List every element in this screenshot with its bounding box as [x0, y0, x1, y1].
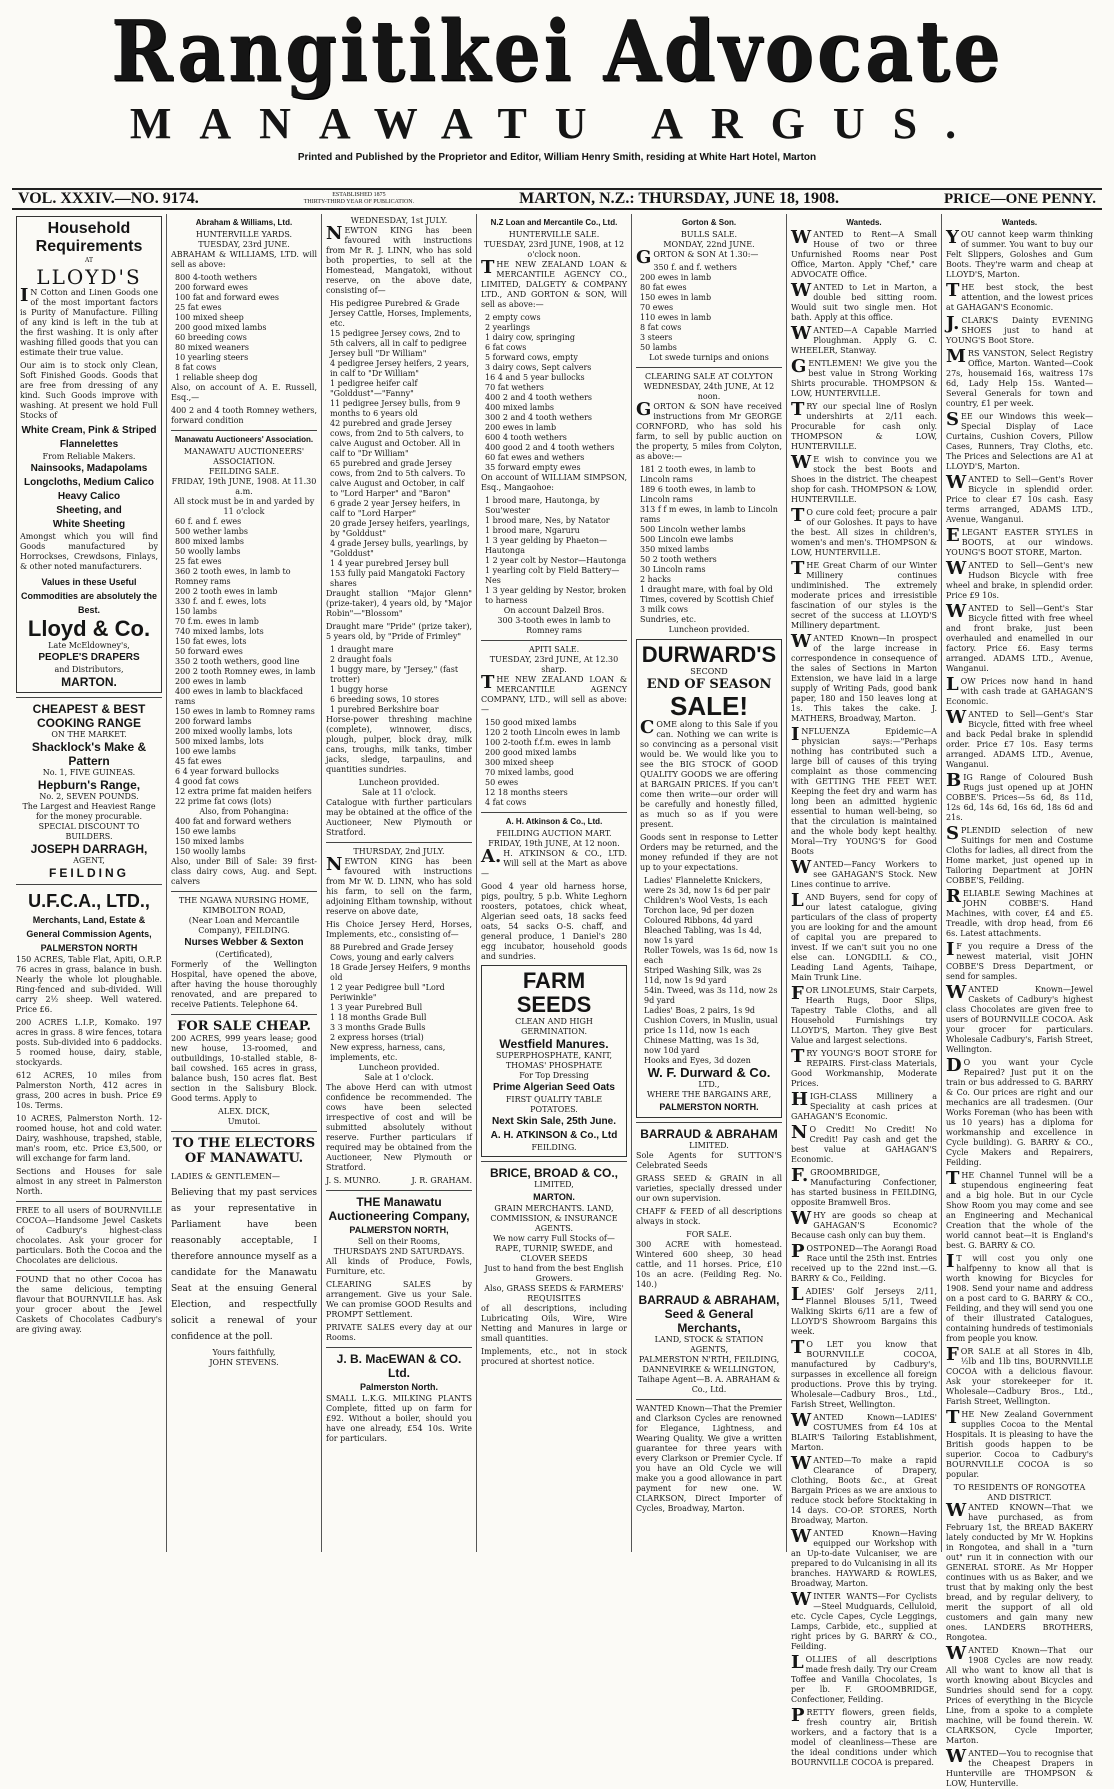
classified-ad: ELEGANT EASTER STYLES in BOOTS, at our windows. YOUNG'S BOOT STORE, Marton.: [946, 525, 1093, 557]
advert-text: COME along to this Sale if you can. Nothing we can write is so convincing as a personal visit would be. We would like you to see the BIG STOCK of GOOD QUALITY GOODS we are offering at BARGAIN PRICES. If you can't come then write—our order will be carefully and honestly filled, as much so as if you were present.: [640, 717, 778, 829]
advert-line: Taihape Agent—B. A. ABRAHAM & Co., Ltd.: [637, 1375, 781, 1394]
sale-text: On account of WILLIAM SIMPSON, Esq., Mangaohoe:: [481, 473, 627, 492]
advert-line: A. H. ATKINSON & Co., Ltd: [490, 1130, 618, 1141]
masthead: [12, 4, 1102, 163]
classified-ad: POSTPONED—The Aorangi Road Race until the 25th inst. Entries received up to the 22nd inst.—G. BARRY & Co., Feilding.: [791, 1241, 937, 1283]
classified-ad: LOLLIES of all descriptions made fresh daily. Try our Cream Toffee and Vanilla Chocolates, 1s per lb. F. GROOMBRIDGE, Confectioner, Feilding.: [791, 1652, 937, 1704]
sale-text: Good 4 year old harness horse, pigs, poultry, 5 p.b. White Leghorn roosters, potatoes, chick wheat, Algerian seed oats, 18 sacks feed oats, 54 sacks O-S. chaff, and general produce, 1 Daniel's 280 egg incubator, household goods and sundries.: [481, 882, 627, 961]
advert-line: Also, GRASS SEEDS & FARMERS' REQUISITES: [484, 1284, 624, 1303]
classified-ad: NO Credit! No Credit! No Credit! Pay cash and get the best value at GAHAGAN'S Economic.: [791, 1122, 937, 1164]
advert-line: GRAIN MERCHANTS. LAND, COMMISSION, & INSURANCE AGENTS.: [490, 1204, 618, 1233]
classified-ad: THE Great Charm of our Winter Millinery continues undiminished. The extremely moderate prices and irresistible fascination of our styles is the secret of the success at LLOYD'S Millinery department.: [791, 558, 937, 630]
sale-intro: THE NEW ZEALAND LOAN & MERCANTILE AGENCY COMPANY, LTD., will sell as above:—: [481, 672, 627, 714]
advert-paragraph: Our aim is to stock only Clean, Soft Finished Goods. Goods that are free from dressing of any kind. Such Goods improve with washing. At present we hold Full Stocks of: [20, 361, 158, 420]
durward-advert: [636, 639, 782, 1118]
sale-date: FRIDAY, 19th JUNE, At 12 noon.: [488, 839, 620, 848]
electors-letter: Believing that my past services as your representative in Parliament have been reasonably acceptable, I therefore announce myself as a candidate for the Manawatu Seat at the ensuing General Election, and respectfully solicit a renewal of your confidence at the poll.: [171, 1188, 317, 1342]
classified-ad: WANTED—Fancy Workers to see GAHAGAN'S Stock. New Lines continue to arrive.: [791, 857, 937, 889]
classified-ad: WE wish to convince you we stock the best Boots and Shoes in the district. The cheapest shop for cash. THOMPSON & LOW, HUNTERVILLE.: [791, 452, 937, 504]
section-heading: Manawatu Auctioneers' Association.: [174, 435, 314, 444]
established-note: ESTABLISHED 1875 THIRTY-THIRD YEAR OF PUBLICATION.: [303, 192, 415, 205]
classified-ad: WANTED to Sell—Gent's Star Bicycle, fitted with free wheel and back Pedal brake in splendid order. Price £7 10s. Easy terms arranged. ADAMS LTD., Avenue, Wanganui.: [946, 707, 1093, 769]
range-line: No. 1, FIVE GUINEAS.: [42, 768, 136, 777]
classified-ad: BIG Range of Coloured Bush Rugs just opened up at JOHN COBBE'S. Prices—5s 6d, 8s 11d, 12s 6d, 14s 6d, 16s 6d, 18s 6d and 21s.: [946, 770, 1093, 822]
advert-line: CLEAN AND HIGH GERMINATION.: [515, 1017, 593, 1036]
stock-list: 60 f. and f. ewes 500 wether lambs 800 mixed lambs 50 woolly lambs 25 fat ewes 360 2 tooth ewes, in lamb to Romney rams 200 2 tooth ewes in lamb 330 f. and f. ewes, lots 150 lambs 70 f.m. ewes in lamb 740 mixed lambs, lots 150 fat ewes, lots 50 forward ewes 350 2 tooth wethers, good line 200 2 tooth Romney ewes, in lamb 200 ewes in lamb 400 ewes in lamb to blackfaced rams 150 ewes in lamb to Romney rams 200 forward lambs 200 mixed woolly lambs, lots 500 mixed lambs, lots 100 ewe lambs 45 fat ewes 6 4 year forward bullocks 4 good fat cows 12 extra prime fat maiden heifers 22 prime fat cows (lots): [175, 517, 316, 806]
product-line: White Cream, Pink & Striped Flannelettes: [21, 425, 157, 450]
sale-text: On account Dalzeil Bros.: [503, 606, 605, 615]
advert-line: LTD.,: [698, 1080, 720, 1089]
electors-signature: JOHN STEVENS.: [209, 1358, 279, 1367]
horse-list: 1 draught mare 2 draught foals 1 buggy mare, by "Jersey," (fast trotter) 1 buggy horse 6 breeding sows, 10 stores 1 purebred Berkshire boar: [330, 645, 459, 714]
section-heading: Wanteds.: [846, 218, 882, 227]
section-heading: A. H. Atkinson & Co., Ltd.: [505, 817, 603, 826]
stock-list: 350 f. and f. wethers 200 ewes in lamb 80 fat ewes 150 ewes in lamb 70 ewes 110 ewes in lamb 8 fat cows 3 steers 50 lambs: [640, 263, 737, 352]
price: PRICE—ONE PENNY.: [944, 190, 1096, 207]
sale-text: Luncheon provided.: [358, 1063, 440, 1072]
advert-line: W. F. Durward & Co.: [647, 1065, 771, 1080]
advert-at: AT: [84, 257, 93, 264]
classified-ad: WHY are goods so cheap at GAHAGAN'S Economic? Because cash only can buy them.: [791, 1208, 937, 1240]
advert-line: SUPERPHOSPHATE, KANIT, THOMAS' PHOSPHATE: [495, 1051, 613, 1070]
stock-list: 2 empty cows 2 yearlings 1 dairy cow, springing 6 fat cows 5 forward cows, empty 3 dairy cows, Sept calvers 16 4 and 5 year bullocks 70 fat wethers 400 2 and 4 tooth wethers 400 mixed lambs 300 2 and 4 tooth wethers 200 ewes in lamb 600 4 tooth wethers 400 good 2 and 4 tooth wethers 60 fat ewes and wethers 35 forward empty ewes: [485, 313, 615, 472]
classified-ad: WANTED to Rent—A Small House of two or three Unfurnished Rooms near Post Office, Marton. Apply "Chef," care ADVOCATE Office.: [791, 227, 937, 279]
electors-heading: TO THE ELECTORS OF MANAWATU.: [172, 1136, 316, 1166]
firm-line: and Distributors,: [54, 665, 124, 674]
nursing-line: Nurses Webber & Sexton: [184, 937, 304, 948]
classified-ad: LOW Prices now hand in hand with cash trade at GAHAGAN'S Economic.: [946, 674, 1093, 706]
advert-line: PALMERSTON N'RTH, FEILDING, DANNEVIRKE & WELLINGTON,: [638, 1355, 780, 1374]
classified-ad: THE New Zealand Government supplies Cocoa to the Mental Hospitals. It is pleasing to have the British goods happen to be superior. Cocoa to Cadbury's BOURNVILLE COCOA is so popular.: [946, 1407, 1093, 1479]
classified-ad: LAND Buyers, send for copy of our latest catalogue, giving particulars of the class of property you are looking for and the amount of capital you are prepared to invest. If we can't suit you no one else can. LONGDILL & CO., Leading Land Agents, Taihape, Main Trunk Line.: [791, 890, 937, 982]
advert-line: FEILDING.: [531, 1143, 577, 1152]
advert-heading: THE Manawatu Auctioneering Company,: [328, 1195, 470, 1223]
classified-ad: WANTED Known—That our 1908 Cycles are now ready. All who want to know all that is worth knowing about Bicycles and Sundries should send for a copy. Prices of everything in the Bicycle Line, from a spoke to a complete machine, will be found therein. W. CLARKSON, Cycle Importer, Marton.: [946, 1643, 1093, 1745]
bargain-list: Ladies' Flannelette Knickers, were 2s 3d, now 1s 6d per pair Children's Wool Vests, 1s each Torchon lace, 9d per dozen Coloured Ribbons, 4d yard Bleached Tabling, was 1s 4d, now 1s yard Roller Towels, was 1s 6d, now 1s each Striped Washing Silk, was 2s 11d, now 1s 9d yard 54in. Tweed, was 3s 11d, now 2s 9d yard Ladies' Boas, 2 pairs, 1s 9d Cushion Covers, in Muslin, usual price 1s 11d, now 1s each Chinese Matting, was 1s 3d, now 10d yard Hooks and Eyes, 3d dozen: [644, 876, 778, 1065]
classified-ad: J.CLARK'S Dainty EVENING SHOES just to hand at YOUNG'S Boot Store.: [946, 313, 1093, 345]
advert-line: We now carry Full Stocks of—: [493, 1234, 615, 1243]
firm-line: PEOPLE'S DRAPERS: [38, 652, 140, 663]
classified-ad: WANTED Known—LADIES' COSTUMES from £4 10s at BLAIR'S Tailoring Establishment, Marton.: [791, 1410, 937, 1452]
section-heading: Wanteds.: [1001, 218, 1038, 227]
sale-text: Draught mare "Pride" (prize taker), 5 years old, by "Pride of Frimley": [326, 622, 472, 641]
for-sale-text: 200 ACRES, 999 years lease; good new house, 13-roomed, and outbuildings, 10-stalled stable, 8-bail cowshed. 165 acres in grass, balance bush, 150 acres flat. Best section in the Salisbury Block. Good terms. Apply to: [171, 1034, 317, 1103]
classified-ad: SPLENDID selection of new Suitings for men and Costume Cloths for ladies, all direct from the Home market, just opened up in Tailoring Department at JOHN COBBE'S, Feilding.: [946, 823, 1093, 885]
sale-text: Sale at 1 o'clock.: [364, 1073, 434, 1082]
advert-heading: DURWARD'S: [641, 642, 777, 667]
sale-text: Lot swede turnips and onions: [649, 353, 769, 362]
advert-paragraph: IN Cotton and Linen Goods one of the most important factors is Purity of Manufacture. Filling of any kind is left in the tub at the first washing. It is only after washing filled goods that you can estimate their true value.: [20, 285, 158, 357]
classified-ad: IT will cost you only one halfpenny to know all that is worth knowing for Bicycles for 1908. Send your name and address on a post card to G. BARRY & CO., Feilding, and they will send you one of their illustrated Catalogues, containing hundreds of testimonials from people you know.: [946, 1251, 1093, 1343]
advert-text: CLEARING SALES by arrangement. Give us your Sale. We can promise GOOD Results and PROMPT Settlement.: [326, 1280, 472, 1319]
stock-list: 181 2 tooth ewes, in lamb to Lincoln rams 189 6 tooth ewes, in lamb to Lincoln rams 313 f f m ewes, in lamb to Lincoln rams 500 Lincoln wether lambs 500 Lincoln ewe lambs 350 mixed lambs 50 2 tooth wethers 30 Lincoln rams 2 hacks 1 draught mare, with foal by Old Times, covered by Scottish Chief 3 milk cows Sundries, etc.: [640, 465, 778, 624]
advert-line: Prime Algerian Seed Oats: [493, 1082, 615, 1093]
sale-intro: NEWTON KING has been favoured with instructions from Mr W. D. LINN, who has sold his farm, to sell on the farm, adjoining Eltham township, without reserve on above date,: [326, 854, 472, 916]
advert-line: SECOND: [690, 667, 728, 676]
classified-ad: LADIES' Golf Jerseys 2/11, Flannel Blouses 5/11, Tweed Walking Skirts 6/11 are a few of LLOYD'S Showroom Bargains this week.: [791, 1284, 937, 1336]
classified-ad: WANTED Known—Jewel Caskets of Cadbury's highest class Chocolates are given free to users of BOURNVILLE COCOA. Ask your grocer for particulars. Wholesale Cadbury's, Farish Street, Wellington.: [946, 982, 1093, 1054]
herd-list: His pedigree Purebred & Grade Jersey Cattle, Horses, Implements, etc. 15 pedigree Jersey cows, 2nd to 5th calvers, all in calf to pedigree Jersey bull "Dr William" 4 pedigree Jersey heifers, 2 years, in calf to "Dr William" 1 pedigree heifer calf "Golddust"—"Fanny" 11 pedigree Jersey bulls, from 9 months to 6 years old 42 purebred and grade Jersey cows, from 2nd to 5th calvers, to calve August and October. All in calf to "Dr William" 65 purebred and grade Jersey cows, from 2nd to 5th calvers. To calve August and October, in calf to "Lord Harper" and "Baron" 6 grade 2 year Jersey heifers, in calf to "Lord Harper" 20 grade Jersey heifers, yearlings, by "Golddust" 4 grade Jersey bulls, yearlings, by "Golddust" 1 4 year purebred Jersey bull 153 fully paid Mangatoki Factory shares: [330, 299, 472, 588]
sale-intro: A.H. ATKINSON & CO., LTD. Will sell at the Mart as above—: [481, 846, 627, 878]
classified-ad: INFLUENZA Epidemic—A physician says:—"Perhaps nothing has contributed such a large bill of causes of this trying complaint as those commencing with GETTING THE FEET WET. Keeping the feet dry and warm has long been an admitted hygienic essential to human well-being, so that the circulation is maintained and the whole body kept healthy. Moral—Try YOUNG'S for Good Boots: [791, 724, 937, 856]
classified-ad: TO cure cold feet; procure a pair of our Goloshes. It pays to have the best. All sizes in children's, women's and men's. THOMPSON & LOW, HUNTERVILLE.: [791, 505, 937, 557]
sale-intro: GORTON & SON At 1.30:—: [636, 247, 759, 268]
classified-ad: WANTED to Sell—Gent's new Hudson Bicycle with free wheel and brake, in splendid order. Price £9 10s.: [946, 558, 1093, 600]
classified-ad: WANTED—To make a rapid Clearance of Drapery, Clothing, Boots &c., at Great Bargain Prices as we are anxious to reduce stock before Stocktaking in 14 days. CO-OP. STORES, North Broadway, Marton.: [791, 1453, 937, 1525]
advert-line: THURSDAYS 2ND SATURDAYS.: [333, 1247, 465, 1256]
advert-line: For Top Dressing: [519, 1071, 589, 1080]
sale-intro: GORTON & SON have received instructions from Mr GEORGE CORNFORD, who has sold his farm, to sell by public auction on the property, 5 miles from Colyton, as above:—: [636, 399, 782, 461]
ufca-line: PALMERSTON NORTH: [40, 943, 138, 953]
range-heading: CHEAPEST & BEST COOKING RANGE: [32, 702, 146, 730]
firm-name: Lloyd & Co.: [27, 616, 151, 641]
product-line: Nainsooks, Madapolams: [30, 463, 148, 474]
classified-ad: YOU cannot keep warm thinking of summer. You want to buy our Felt Slippers, Goloshes and Gum Boots. They're warm and cheap at LLOYD'S, Marton.: [946, 227, 1093, 279]
dateline-bar: [12, 188, 1102, 210]
advert-text: GRASS SEED & GRAIN in all varieties, specially dressed under our own supervision.: [636, 1174, 782, 1203]
ufca-heading: U.F.C.A., LTD.,: [28, 891, 150, 911]
advert-line: RAPE, TURNIP, SWEDE, and CLOVER SEEDS: [495, 1244, 613, 1263]
classified-ad: TRY YOUNG'S BOOT STORE for REPAIRS. First-class Materials, Good Workmanship, Moderate Prices.: [791, 1046, 937, 1088]
for-sale-heading: FOR SALE.: [686, 1230, 732, 1239]
sale-date: FRIDAY, 19th JUNE, 1908. At 11.30 a.m.: [171, 477, 317, 496]
classified-ad: WANTED—You to recognise that the Cheapest Drapers in Hunterville are THOMPSON & LOW, Hunterville.: [946, 1746, 1093, 1788]
sale-title: FEILDING AUCTION MART.: [496, 829, 612, 838]
classified-ad: FOR LINOLEUMS, Stair Carpets, Hearth Rugs, Door Slips, Tapestry Table Cloths, and all Household Furnishings try LLOYD'S, Marton. They give Best Value and largest selections.: [791, 983, 937, 1045]
advert-heading: BARRAUD & ABRAHAM: [640, 1127, 778, 1141]
land-listing: Sections and Houses for sale almost in any street in Palmerston North.: [16, 1167, 162, 1196]
auctioneers: J. S. MUNRO. J. R. GRAHAM.: [326, 1176, 472, 1185]
notice-heading: TO RESIDENTS OF RONGOTEA AND DISTRICT.: [953, 1483, 1086, 1502]
horse-list: 1 brood mare, Hautonga, by Sou'wester 1 brood mare, Nes, by Natator 1 brood mare, Ngaruru 1 3 year gelding by Phaeton—Hautonga 1 2 year colt by Nestor—Hautonga 1 yearling colt by Field Battery—Nes 1 3 year gelding by Nestor, broken to harness: [485, 496, 627, 605]
column-4: [477, 214, 632, 1552]
sale-date: THURSDAY, 2nd JULY.: [353, 847, 445, 856]
herd-list: 88 Purebred and Grade Jersey Cows, young and early calvers 18 Grade Jersey Heifers, 9 months old 1 2 year Pedigree bull "Lord Periwinkle" 1 3 year Purebred Bull 1 18 months Grade Bull 3 3 months Grade Bulls 2 express horses (trial) New express, harness, cans, implements, etc.: [330, 943, 471, 1062]
masthead-subtitle: MANAWATU ARGUS.: [129, 99, 985, 148]
stock-list: 150 good mixed lambs 120 2 tooth Lincoln ewes in lamb 100 2-tooth f.f.m. ewes in lamb 200 good mixed lambs 300 mixed sheep 70 mixed lambs, good 50 ewes 12 18 months steers 4 fat cows: [485, 718, 621, 807]
advert-text: SMALL L.K.G. MILKING PLANTS Complete, fitted up on farm for £92. Without a boiler, should you have one already, £54 10s. Write for particulars.: [326, 1394, 472, 1443]
classified-ad: MRS VANSTON, Select Registry Office, Marton. Wanted—Cook 27s, housemaid 16s, waitress 17s 6d, Lady Help 15s. Wanted—Several Generals for town and country, £1 per week.: [946, 346, 1093, 408]
advert-heading: J. B. MacEWAN & CO. Ltd.: [336, 1352, 462, 1380]
product-line: Sheeting, and: [56, 505, 122, 516]
advert-line: Palmerston North.: [359, 1382, 438, 1392]
advert-text: of all descriptions, including Lubricating Oils, Wire, Wire Netting and Manures in large or small quantities.: [481, 1304, 627, 1343]
advert-text: Goods sent in response to Letter Orders may be returned, and the money refunded if they are not up to your expectations.: [640, 833, 778, 872]
advert-heading: BRICE, BROAD & CO.,: [489, 1166, 618, 1180]
range-line: Shacklock's Make & Pattern: [31, 740, 147, 768]
advert-text: All kinds of Produce, Fowls, Furniture, etc.: [326, 1257, 472, 1276]
land-listing: 150 ACRES, Table Flat, Apiti, O.R.P. 76 acres in grass, balance in bush. Nearly the whole lot ploughable. Ring-fenced and sub-divided. Will carry 2½ sheep. Well watered. Price £6.: [16, 955, 162, 1014]
lloyds-advert: [16, 216, 162, 693]
farm-seeds-advert: [481, 965, 627, 1157]
for-sale-text: 300 ACRE with homestead. Wintered 600 sheep, 30 head cattle, and 11 horses. Price, £10 10s an acre. (Feilding Reg. No. 140.): [636, 1240, 782, 1289]
advert-line: LIMITED.: [689, 1141, 729, 1150]
cycle-notice: WANTED Known—That the Premier and Clarkson Cycles are renowned for Elegance, Lightness, and Wearing Quality. We give a written guarantee for three years with every Clarkson or Premier Cycle. If you have an Old Cycle we will make you a good allowance in part payment for new one. W. CLARKSON, Direct Importer of Cycles, Broadway, Marton.: [636, 1404, 782, 1513]
classified-ad: WANTED—A Capable Married Ploughman. Apply G. C. WHEELER, Stanway.: [791, 323, 937, 355]
electors-salutation: LADIES & GENTLEMEN—: [171, 1172, 280, 1181]
classified-ad: WANTED Known—Having equipped our Workshop with an Up-to-date Vulcaniser, we are prepared to do Vulcanising in all its branches. HAYWARD & ROWLES, Broadway, Marton.: [791, 1526, 937, 1588]
sale-intro: ABRAHAM & WILLIAMS, LTD. will sell as above:: [171, 250, 317, 269]
sale-title: HUNTERVILLE YARDS.: [195, 230, 293, 239]
advert-line: PALMERSTON NORTH.: [659, 1102, 759, 1112]
imprint-line: Printed and Published by the Proprietor and Editor, William Henry Smith, residing at White Hart Hotel, Marton: [297, 152, 817, 163]
sale-text: Horse-power threshing machine (complete), winnower, discs, plough, pulper, block dray, milk cans, troughs, milk tanks, timber jacks, sledge, tarpaulins, and quantities sundries.: [326, 715, 472, 774]
advert-text: Implements, etc., not in stock procured at shortest notice.: [481, 1347, 627, 1366]
ufca-line: Merchants, Land, Estate & General Commission Agents,: [26, 915, 152, 939]
advert-line: WHERE THE BARGAINS ARE,: [646, 1090, 772, 1099]
advert-text: CHAFF & FEED of all descriptions always in stock.: [636, 1207, 782, 1226]
advert-text: Sole Agents for SUTTON'S Celebrated Seeds: [636, 1151, 782, 1170]
nursing-text: Formerly of the Wellington Hospital, have opened the above, after having the house thoroughly renovated, and are prepared to receive Patients. Telephone 64.: [171, 960, 317, 1009]
sale-text: Luncheon provided.: [358, 778, 440, 787]
sale-text: Sale at 11 o'clock.: [361, 788, 437, 797]
classified-ad: WINTER WANTS—For Cyclists—Steel Mudguards, Celluloid, etc. Cycle Capes, Cycle Leggings, Lamps, Carbide, etc., supplied at right prices by G. BARRY & CO., Feilding.: [791, 1589, 937, 1651]
classified-ad: FOR SALE at all Stores in 4lb, ½lb and 1lb tins, BOURNVILLE COCOA with a delicious flavour. Ask your storekeeper for it. Wholesale—Cadbury Bros., Ltd., Farish Street, Wellington.: [946, 1344, 1093, 1406]
advert-paragraph: Amongst which you will find Goods manufactured by Horrockses, Crewdsons, Finlays, & other noted manufacturers.: [20, 532, 158, 571]
agent-name: JOSEPH DARRAGH,: [30, 842, 148, 856]
product-line: From Reliable Makers.: [42, 452, 136, 461]
for-sale-heading: FOR SALE CHEAP.: [177, 1019, 311, 1034]
columns: [12, 214, 1102, 1788]
classified-ad: WANTED KNOWN—That we have purchased, as from February 1st, the BREAD BAKERY lately conducted by Mr W. Hopkins in Rongotea, and shall in a "turn out" run it in connection with our GENERAL STORE. As Mr Hopper continues with us as Baker, and we trust that by making only the best bread, and by regular delivery, to merit the support of all old customers and gain many new ones. LANDERS BROTHERS, Rongotea.: [946, 1500, 1093, 1642]
for-sale-agent: ALEX. DICK,: [218, 1107, 270, 1116]
advert-line: MARTON.: [533, 1192, 575, 1202]
advert-line: Sell on their Rooms,: [357, 1237, 441, 1246]
classified-ad: F.GROOMBRIDGE, Manufacturing Confectioner, has started business in FEILDING, opposite Bramwell Bros.: [791, 1165, 937, 1207]
classified-ad: HIGH-CLASS Millinery a Speciality at cash prices at GAHAGAN'S Economic.: [791, 1089, 937, 1121]
range-line: No. 2, SEVEN POUNDS.: [39, 792, 139, 801]
classified-ad: WANTED to Let in Marton, a double bed sitting room. Would suit two single men. Hot bath. Apply at this office.: [791, 280, 937, 322]
classified-ad: THE Channel Tunnel will be a stupendous engineering feat and a big hole. But in our Cycle Show Room you may come and see an Engineering and Mechanical Creation that the whole of the world cannot beat—it is England's best. G. BARRY & CO.: [946, 1168, 1093, 1250]
sale-intro: THE NEW ZEALAND LOAN & MERCANTILE AGENCY CO., LIMITED, DALGETY & COMPANY LTD., AND GORTON & SON, Will sell as above:—: [481, 257, 627, 309]
electors-closing: Yours faithfully,: [212, 1348, 276, 1357]
sale-date: TUESDAY, 23rd JUNE.: [198, 240, 290, 249]
sale-title: CLEARING SALE AT COLYTON: [645, 372, 773, 381]
sale-text: The above Herd can with utmost confidence be recommended. The cows have been selected irrespective of cost and will be submitted absolutely without reserve. Further particulars if required may be obtained from the Auctioneer, New Plymouth or Stratford.: [326, 1083, 472, 1172]
nursing-heading: THE NGAWA NURSING HOME, KIMBOLTON ROAD,: [178, 896, 310, 915]
sale-text: Draught stallion "Major Glenn" (prize-taker), 4 years old, by "Major Robin"—"Blossom": [326, 589, 472, 618]
nursing-line: (Certificated),: [215, 950, 273, 959]
advert-line: Next Skin Sale, 25th June.: [492, 1116, 616, 1127]
advert-line: Seed & General Merchants,: [664, 1307, 754, 1335]
classified-ad: SEE our Windows this week—Special Display of Lace Curtains, Cushion Covers, Pillow Cases, Runners, Tray Cloths, etc. The Prices and Selections are A1 at LLOYD'S, Marton.: [946, 409, 1093, 471]
advert-line: LAND, STOCK & STATION AGENTS,: [654, 1335, 764, 1354]
sale-title: HUNTERVILLE SALE.: [508, 230, 600, 239]
volume-number: VOL. XXXIV.—NO. 9174.: [18, 190, 199, 207]
advert-line: FIRST QUALITY TABLE POTATOES.: [505, 1095, 603, 1114]
land-listing: 10 ACRES, Palmerston North. 12-roomed house, hot and cold water. Dairy, washhouse, trapshed, stable, man's room, etc. Price £3,500, or will exchange for farm land.: [16, 1114, 162, 1163]
sale-date: TUESDAY, 23rd JUNE, At 12.30 sharp.: [489, 655, 619, 674]
advert-line: END OF SEASON: [646, 677, 772, 692]
sale-text: Catalogue with further particulars may be obtained at the office of the Auctioneer, New Plymouth or Stratford.: [326, 798, 472, 837]
firm-line: Late McEldowney's,: [48, 641, 130, 650]
column-6: [787, 214, 942, 1767]
classified-ad: WANTED to Sell—Gent's Star Bicycle fitted with free wheel and front brake, just been overhauled and enamelled in our factory. Price £6. Easy terms arranged. ADAMS LTD., Avenue, Wanganui.: [946, 601, 1093, 673]
section-heading: Gorton & Son.: [681, 218, 737, 227]
sale-text: Also, under Bill of Sale: 39 first-class dairy cows, Aug. and Sept. calvers: [171, 857, 317, 886]
classified-ad: TRY our special line of Roslyn undershirts at 2/11 each. Procurable for cash only. THOMPSON & LOW, HUNTERVILLE.: [791, 399, 937, 451]
advert-line: BARRAUD & ABRAHAM,: [638, 1293, 780, 1307]
advert-line: PALMERSTON NORTH,: [349, 1225, 449, 1235]
land-listing: 612 ACRES, 10 miles from Palmerston North, 412 acres in grass, 200 acres in bush. Price £9 10s. Terms.: [16, 1071, 162, 1110]
advert-text: PRIVATE SALES every day at our Rooms.: [326, 1323, 472, 1342]
stock-list: 800 4-tooth wethers 200 forward ewes 100 fat and forward ewes 25 fat ewes 100 mixed sheep 200 good mixed lambs 60 breeding cows 80 mixed weaners 10 yearling steers 8 fat cows 1 reliable sheep dog: [175, 273, 280, 382]
sale-text: 400 2 and 4 tooth Romney wethers, forward condition: [171, 406, 317, 425]
sale-title: APITI SALE.: [528, 645, 580, 654]
place-date: MARTON, N.Z.: THURSDAY, JUNE 18, 1908.: [519, 190, 840, 207]
nursing-line: (Near Loan and Mercantile Company), FEILDING.: [188, 916, 300, 935]
sale-date: TUESDAY, 23rd JUNE, 1908, at 12 o'clock noon.: [483, 240, 625, 259]
sale-title: BULLS SALE.: [680, 230, 738, 239]
advert-line: SALE!: [670, 691, 748, 721]
classified-ad: IF you require a Dress of the newest material, visit JOHN COBBE'S Dress Department, or send for samples.: [946, 939, 1093, 981]
sale-title: MANAWATU AUCTIONEERS' ASSOCIATION.: [183, 447, 305, 466]
sale-text: Also, on account of A. E. Russell, Esq.,—: [171, 383, 317, 402]
for-sale-place: Umutoi.: [227, 1117, 261, 1126]
classified-ad: WANTED Known—In prospect of the large increase in correspondence in consequence of the sales of Sections in Marton Extension, we have laid in a large supply of Writing Pads, good bank paper, 180 and 150 leaves long at 1s. This takes the cake. J. MATHERS, Broadway, Marton.: [791, 631, 937, 723]
advert-line: Just to hand from the best English Growers.: [484, 1264, 624, 1283]
advert-heading: FARM SEEDS: [516, 968, 592, 1017]
sale-text: All stock must be in and yarded by 11 o'clock: [173, 497, 315, 516]
sale-text: His Choice Jersey Herd, Horses, Implements, etc., consisting of—: [326, 920, 472, 939]
column-3: [322, 214, 477, 1552]
sale-text: Also, from Pohangina:: [199, 807, 289, 816]
range-line: The Largest and Heaviest Range for the money procurable.: [22, 802, 156, 821]
stock-list: 400 fat and forward wethers 150 ewe lambs 150 mixed lambs 150 woolly lambs: [175, 817, 292, 856]
column-5: [632, 214, 787, 1552]
cocoa-notice: FREE to all users of BOURNVILLE COCOA—Handsome Jewel Caskets of Cadbury's highest-class chocolates. Ask your grocer for particulars. Both the Cocoa and the Chocolates are delicious.: [16, 1206, 162, 1265]
masthead-title: Rangitikei Advocate: [110, 4, 1004, 101]
product-line: Longcloths, Medium Calico: [23, 477, 154, 488]
sale-text: 300 3-tooth ewes in lamb to Romney rams: [497, 616, 611, 635]
sale-date: WEDNESDAY, 1st JULY.: [350, 216, 448, 225]
section-heading: Abraham & Williams, Ltd.: [195, 218, 293, 227]
classified-ad: WANTED to Sell—Gent's Rover Bicycle in splendid order. Price to clear £7 10s cash. Easy terms arranged, ADAMS LTD., Avenue, Wanganui.: [946, 472, 1093, 524]
range-line: Hepburn's Range,: [37, 778, 141, 792]
advert-line: LIMITED,: [534, 1180, 574, 1189]
cocoa-notice: FOUND that no other Cocoa has the same delicious, tempting flavour that BOURNVILLE has. Ask your grocer about the Jewel Caskets of Chocolates Cadbury's are giving away.: [16, 1275, 162, 1334]
sale-intro: NEWTON KING has been favoured with instructions from Mr R. J. LINN, who has sold both properties, to sell at the Homestead, Mangatoki, without reserve, on the above date, consisting of—: [326, 223, 472, 295]
sale-date: MONDAY, 22nd JUNE.: [663, 240, 755, 249]
advert-line: Westfield Manures.: [499, 1037, 609, 1051]
range-line: SPECIAL DISCOUNT TO BUILDERS.: [38, 822, 140, 841]
product-line: White Sheeting: [52, 519, 126, 530]
column-7: [942, 214, 1097, 1788]
sale-date: WEDNESDAY, 24th JUNE, At 12 noon.: [643, 382, 775, 401]
product-line: Heavy Calico: [57, 491, 121, 502]
classified-ad: DO you want your Cycle Repaired? Just put it on the train or bus addressed to G. BARRY & Co. Our prices are right and our mechanics are all tradesmen. (Our Works Foreman (who has been with us 10 years) has a diploma for workmanship and excellence in Cycle building). G. BARRY & CO., Cycle Makers and Repairers, Feilding.: [946, 1055, 1093, 1167]
column-1: [12, 214, 167, 1552]
product-line: Values in these Useful Commodities are absolutely the Best.: [20, 577, 158, 615]
classified-ad: THE best stock, the best attention, and the lowest prices at GAHAGAN'S Economic.: [946, 280, 1093, 312]
sale-text: Luncheon provided.: [668, 625, 750, 634]
land-listing: 200 ACRES L.I.P., Komako. 197 acres in grass. 8 wire fences, totara posts. Sub-divided into 6 paddocks. 5 roomed house, dairy, stable, stockyards.: [16, 1018, 162, 1067]
range-line: ON THE MARKET.: [51, 730, 127, 739]
store-name: LLOYD'S: [36, 265, 142, 289]
classified-ad: TO LET you know that BOURNVILLE COCOA, manufactured by Cadbury's, surpasses in excellence all foreign productions. Prove this by trying. Wholesale—Cadbury Bros., Ltd., Farish Street, Wellington.: [791, 1337, 937, 1409]
firm-line: MARTON.: [61, 675, 117, 689]
section-heading: N.Z Loan and Mercantile Co., Ltd.: [490, 218, 618, 227]
classified-ad: RELIABLE Sewing Machines at JOHN COBBE'S. Hand Machines, with cover, £4 and £5. Treadle, with drop head, from £6 6s. Latest attachments.: [946, 886, 1093, 938]
classified-ad: PRETTY flowers, green fields, fresh country air, British workers, and a factory that is a model of cleanliness—These are the ideal conditions under which BOURNVILLE COCOA is prepared.: [791, 1705, 937, 1767]
sale-title: FEILDING SALE.: [208, 467, 280, 476]
agent-line: AGENT,: [73, 856, 105, 865]
column-2: [167, 214, 322, 1552]
agent-line: FEILDING: [49, 866, 129, 880]
classified-ad: GENTLEMEN! We give you the best value in Strong Working Shirts procurable. THOMPSON & LOW, HUNTERVILLE.: [791, 356, 937, 398]
advert-heading: Household Requirements: [35, 220, 143, 255]
